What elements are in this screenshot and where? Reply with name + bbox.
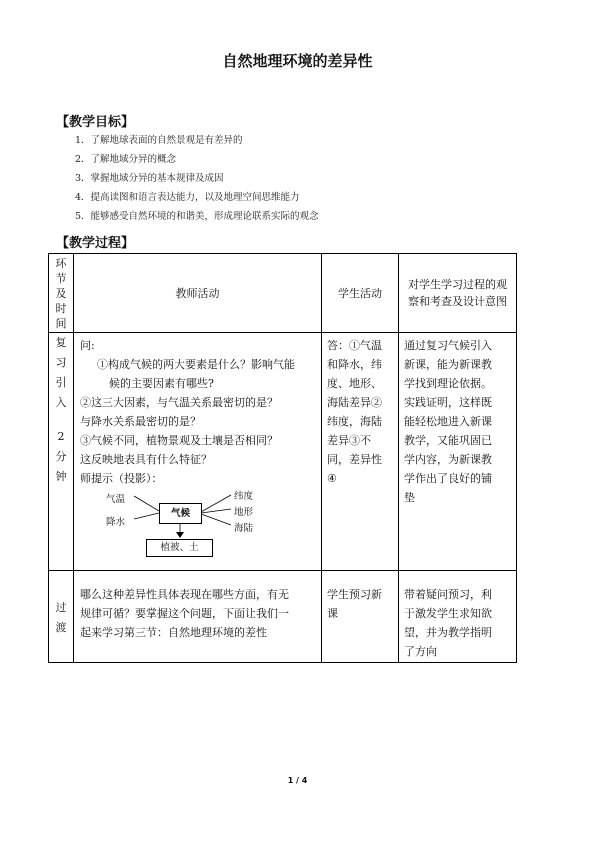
objectives-list: [75, 131, 319, 226]
vegetation-box: 植被、土: [146, 539, 213, 557]
table-header-row: [49, 254, 517, 333]
header-student: 学生活动: [322, 254, 399, 333]
row1-observation: 通过复习气候引入 新课，能为新课教 学找到理论依据。 实践证明，这样既 能轻松地进入新课 教学，又能巩固已 学内容，为新课教 学作出了良好的铺 垫: [399, 333, 517, 571]
row2-teacher-activity: 哪么这种差异性具体表现在哪些方面，有无 规律可循？要掌握这个问题，下面让我们一 起来学习第三节：自然地理环境的差性: [74, 571, 322, 663]
table-row: [49, 333, 517, 571]
row2-observation: 带着疑问预习，利 于激发学生求知欲 望，并为教学指明 了方向: [399, 571, 517, 663]
row2-student-activity: 学生预习新 课: [322, 571, 399, 663]
process-heading: 【教学过程】: [56, 236, 135, 251]
process-table: [48, 253, 517, 663]
header-stage: 环节及时间: [49, 254, 74, 333]
row1-student-activity: 答：①气温 和降水，纬 度、地形、 海陆差异② 纬度，海陆 差异③不 同，差异性 ④: [322, 333, 399, 571]
row1-stage: 复习引入 2分钟: [49, 333, 74, 571]
table-row: [49, 571, 517, 663]
objective-item: 5．能够感受自然环境的和谐美，形成理论联系实际的观念: [75, 211, 319, 222]
document-title: 自然地理环境的差异性: [222, 52, 373, 70]
header-observe: 对学生学习过程的观察和考查及设计意图: [399, 254, 517, 333]
page-number: 1 / 4: [287, 776, 308, 785]
objective-item: 2．了解地域分异的概念: [75, 154, 177, 165]
objective-item: 1．了解地球表面的自然景观是有差异的: [75, 135, 243, 146]
objective-item: 3．掌握地域分异的基本规律及成因: [75, 173, 224, 184]
objectives-heading: 【教学目标】: [56, 115, 135, 130]
header-teacher: 教师活动: [74, 254, 322, 333]
row2-stage: 过渡: [49, 571, 74, 663]
climate-box: 气候: [159, 503, 202, 524]
climate-diagram: 气温 降水 气候 纬度 地形 海陆 植被、土: [84, 488, 317, 556]
objective-item: 4．提高读图和语言表达能力，以及地理空间思维能力: [75, 192, 300, 203]
row1-teacher-activity: 问: ①构成气候的两大要素是什么？影响气能 候的主要因素有哪些? ②这三大因素，与气温关系最密切的是？ 与降水关系最密切的是？ ③气候不同，植物景观及土壤是否相同？ 这反映地表具有什么特征？ 师提示（投影）： 气温 降水 气候 纬度 地形 海陆 植被、土: [74, 333, 322, 571]
